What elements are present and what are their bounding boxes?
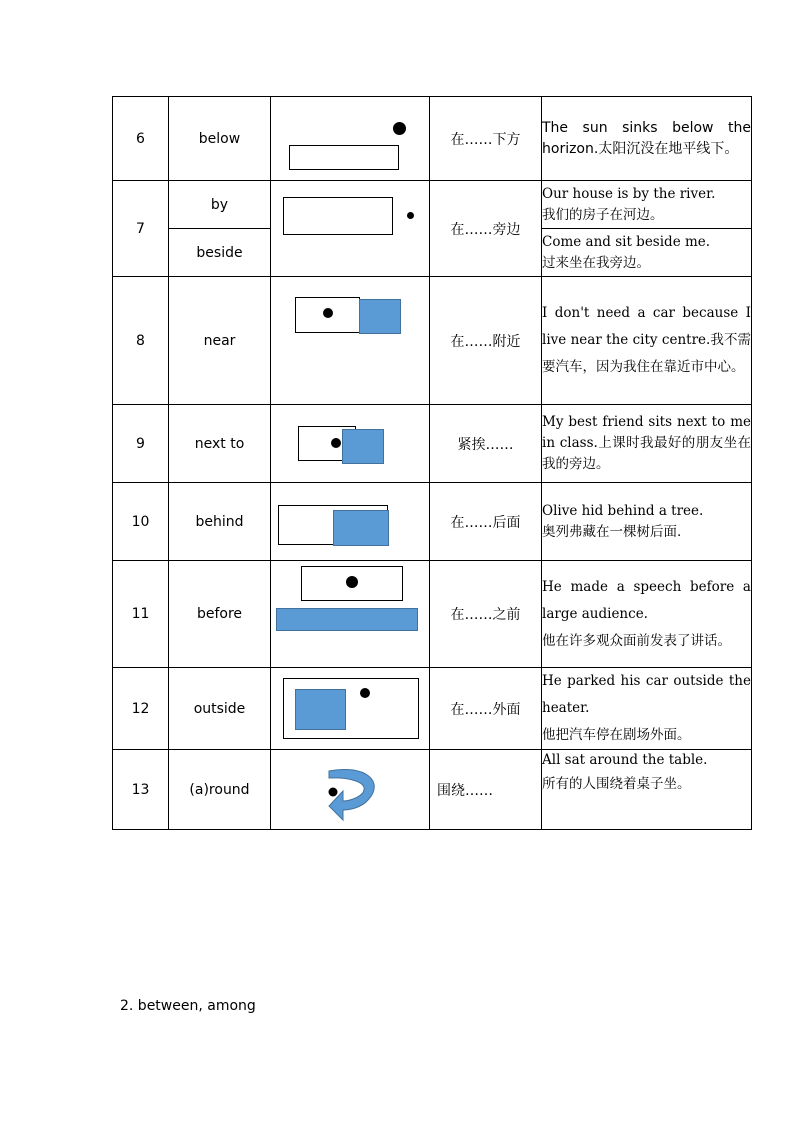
- illustration-behind: [271, 483, 430, 561]
- example-sentence: [542, 483, 752, 561]
- preposition-word: outside: [169, 668, 271, 750]
- preposition-word: below: [169, 97, 271, 181]
- example-en: My best friend sits next to me in class.: [542, 414, 751, 451]
- row-number: 7: [113, 181, 169, 277]
- example-zh: 奥列弗藏在一棵树后面.: [542, 523, 682, 540]
- preposition-word: (a)round: [169, 750, 271, 830]
- blue-square-shape: [333, 510, 389, 546]
- row-number: 11: [113, 561, 169, 668]
- row-number: 12: [113, 668, 169, 750]
- example-zh: 他把汽车停在剧场外面。: [542, 727, 691, 743]
- preposition-word: before: [169, 561, 271, 668]
- chinese-meaning: 紧挨……: [430, 405, 542, 483]
- chinese-meaning: 在……下方: [430, 97, 542, 181]
- example-sentence: [542, 750, 752, 830]
- row-number: 9: [113, 405, 169, 483]
- section-heading: 2. between, among: [120, 998, 256, 1014]
- illustration-next-to: [271, 405, 430, 483]
- blue-bar-shape: [276, 608, 418, 631]
- row-number: 6: [113, 97, 169, 181]
- example-zh: 所有的人围绕着桌子坐。: [542, 776, 691, 792]
- example-sentence: [542, 668, 752, 750]
- table-row: [113, 405, 752, 483]
- example-sentence: [542, 181, 752, 229]
- chinese-meaning: 围绕……: [430, 750, 542, 830]
- example-en: He parked his car outside the heater.: [542, 673, 751, 716]
- blue-square-shape: [295, 689, 346, 730]
- chinese-meaning: 在……之前: [430, 561, 542, 668]
- preposition-word: behind: [169, 483, 271, 561]
- illustration-outside: [271, 668, 430, 750]
- dot-shape: [407, 212, 414, 219]
- dot-shape: [393, 122, 406, 135]
- illustration-by-beside: [271, 181, 430, 277]
- example-zh: 我不需要汽车，因为我住在靠近市中心。: [542, 332, 752, 375]
- illustration-near: [271, 277, 430, 405]
- example-zh: 过来坐在我旁边。: [542, 254, 650, 271]
- row-number: 13: [113, 750, 169, 830]
- row-number: 8: [113, 277, 169, 405]
- example-zh: 我们的房子在河边。: [542, 206, 664, 223]
- example-en: All sat around the table.: [542, 752, 708, 768]
- preposition-word: near: [169, 277, 271, 405]
- preposition-word: by: [169, 181, 271, 229]
- table-row: [113, 97, 752, 181]
- example-zh: 他在许多观众面前发表了讲话。: [542, 632, 731, 649]
- preposition-word: beside: [169, 229, 271, 277]
- example-en: Olive hid behind a tree.: [542, 502, 704, 519]
- dot-shape: [346, 576, 358, 588]
- example-en: He made a speech before a large audience.: [542, 578, 751, 622]
- example-text: The sun sinks below the horizon.太阳沉没在地平线下。: [542, 119, 751, 157]
- example-sentence: [542, 277, 752, 405]
- table-row: [113, 561, 752, 668]
- table-row: [113, 483, 752, 561]
- example-sentence: [542, 561, 752, 668]
- table-row: [113, 277, 752, 405]
- illustration-around: [271, 750, 430, 830]
- example-zh: 上课时我最好的朋友坐在我的旁边。: [542, 435, 751, 472]
- dot-shape: [360, 688, 370, 698]
- table-row: [113, 668, 752, 750]
- preposition-word: next to: [169, 405, 271, 483]
- table-row: [113, 750, 752, 830]
- dot-shape: [331, 438, 341, 448]
- rectangle-shape: [283, 197, 393, 235]
- chinese-meaning: 在……旁边: [430, 181, 542, 277]
- dot-shape: [323, 308, 333, 318]
- chinese-meaning: 在……外面: [430, 668, 542, 750]
- illustration-before: [271, 561, 430, 668]
- chinese-meaning: 在……后面: [430, 483, 542, 561]
- chinese-meaning: 在……附近: [430, 277, 542, 405]
- example-en: Come and sit beside me.: [542, 233, 711, 250]
- blue-square-shape: [342, 429, 384, 464]
- preposition-table: [112, 96, 752, 830]
- example-en: Our house is by the river.: [542, 185, 716, 202]
- example-sentence: [542, 97, 752, 181]
- table-row: [113, 181, 752, 229]
- example-sentence: [542, 405, 752, 483]
- blue-square-shape: [359, 299, 401, 334]
- example-sentence: [542, 229, 752, 277]
- illustration-below: [271, 97, 430, 181]
- row-number: 10: [113, 483, 169, 561]
- rectangle-shape: [289, 145, 399, 170]
- example-en: I don't need a car because I live near the city centre.: [542, 305, 751, 348]
- curved-arrow-icon: [271, 750, 430, 830]
